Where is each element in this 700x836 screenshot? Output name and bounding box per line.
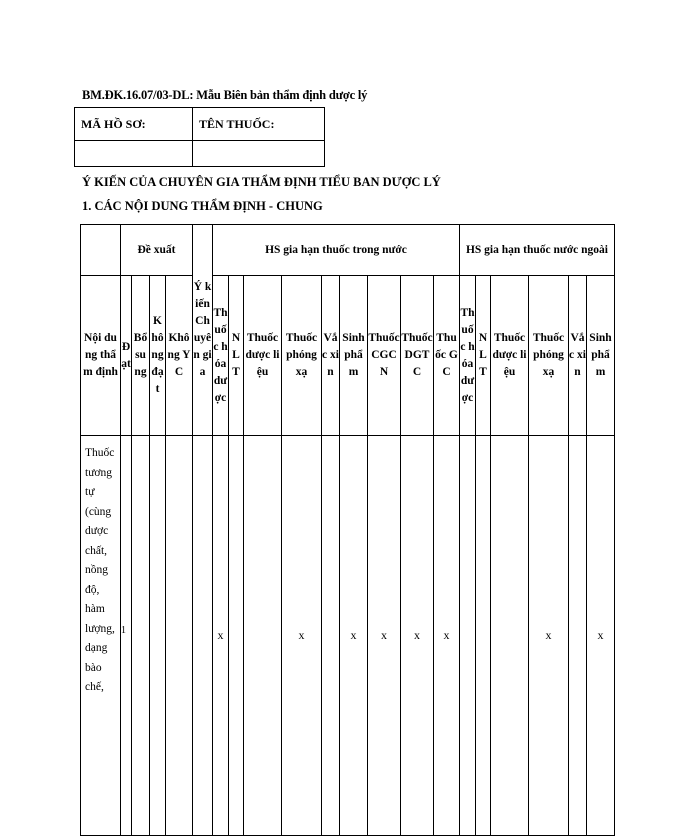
de-xuat-cell[interactable] [150, 436, 166, 836]
col-tn-nlt: NLT [229, 276, 244, 436]
col-nn-hoa-duoc: Thuốc hóa dược [460, 276, 476, 436]
col-khong-yc: Không YC [166, 276, 193, 436]
col-tn-gc: Thuốc GC [434, 276, 460, 436]
col-bo-sung: Bổ sung [132, 276, 150, 436]
de-xuat-cell[interactable] [132, 436, 150, 836]
col-nn-phong-xa: Thuốc phóng xạ [529, 276, 569, 436]
tn-mark-cell [244, 436, 282, 836]
tn-mark-cell: x [282, 436, 322, 836]
col-khong-dat: Không đạt [150, 276, 166, 436]
nn-mark-cell [476, 436, 491, 836]
drug-name-label: TÊN THUỐC: [193, 108, 325, 141]
row-number: 1 [121, 436, 132, 836]
de-xuat-cell[interactable] [166, 436, 193, 836]
nn-mark-cell [569, 436, 587, 836]
tn-mark-cell: x [434, 436, 460, 836]
dossier-id-table [74, 107, 325, 167]
col-tn-sinh-pham: Sinh phẩm [340, 276, 368, 436]
col-dat: Đạt [121, 276, 132, 436]
dossier-code-value[interactable] [75, 141, 193, 167]
foreign-renewal-group-header: HS gia hạn thuốc nước ngoài [460, 225, 615, 276]
header-blank-cell [81, 225, 121, 276]
content-column-header: Nội dung thẩm định [81, 276, 121, 436]
table-row [81, 436, 615, 836]
col-nn-vac-xin: Vắc xin [569, 276, 587, 436]
col-tn-vac-xin: Vắc xin [322, 276, 340, 436]
col-tn-cgcn: Thuốc CGCN [368, 276, 401, 436]
document-title: BM.ĐK.16.07/03-DL: Mẫu Biên bản thẩm định dược lý [82, 88, 368, 102]
col-tn-duoc-lieu: Thuốc dược liệu [244, 276, 282, 436]
nn-mark-cell [491, 436, 529, 836]
col-tn-dgtc: Thuốc DGTC [401, 276, 434, 436]
tn-mark-cell: x [213, 436, 229, 836]
de-xuat-group-header: Đề xuất [121, 225, 193, 276]
drug-name-value[interactable] [193, 141, 325, 167]
tn-mark-cell: x [368, 436, 401, 836]
tn-mark-cell [229, 436, 244, 836]
col-nn-nlt: NLT [476, 276, 491, 436]
expert-opinion-cell[interactable] [193, 436, 213, 836]
col-nn-duoc-lieu: Thuốc dược liệu [491, 276, 529, 436]
tn-mark-cell: x [340, 436, 368, 836]
dossier-code-label: MÃ HỒ SƠ: [75, 108, 193, 141]
row-content-label: Thuốc tương tự (cùng dược chất, nồng độ, hàm lượng, dạng bào chế, [81, 436, 121, 836]
section-heading: 1. CÁC NỘI DUNG THẨM ĐỊNH - CHUNG [82, 199, 323, 213]
tn-mark-cell: x [401, 436, 434, 836]
col-tn-phong-xa: Thuốc phóng xạ [282, 276, 322, 436]
col-nn-sinh-pham: Sinh phẩm [587, 276, 615, 436]
nn-mark-cell [460, 436, 476, 836]
expert-opinion-heading: Ý KIẾN CỦA CHUYÊN GIA THẨM ĐỊNH TIỂU BAN DƯỢC LÝ [82, 175, 441, 189]
nn-mark-cell: x [587, 436, 615, 836]
appraisal-table [80, 224, 615, 836]
expert-opinion-header: Ý kiến Chuyên gia [193, 225, 213, 436]
tn-mark-cell [322, 436, 340, 836]
domestic-renewal-group-header: HS gia hạn thuốc trong nước [213, 225, 460, 276]
col-tn-hoa-duoc: Thuốc hóa dược [213, 276, 229, 436]
nn-mark-cell: x [529, 436, 569, 836]
